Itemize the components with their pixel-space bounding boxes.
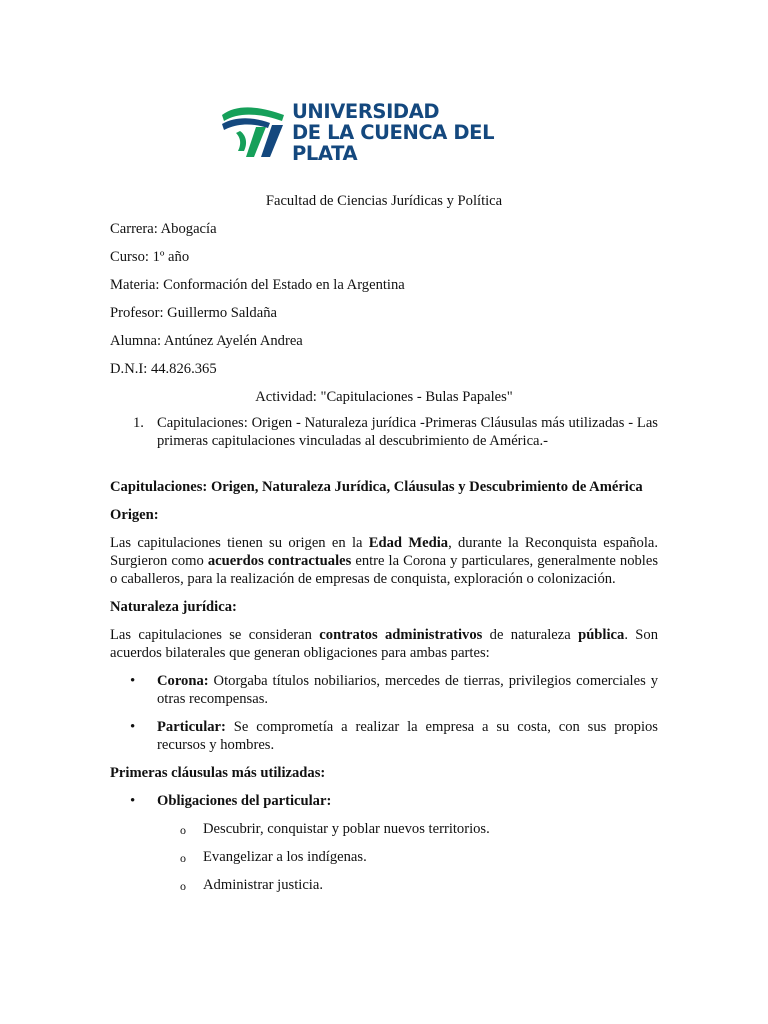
- obligations-colon: :: [326, 793, 332, 809]
- sub-bullet-marker: o: [180, 823, 186, 837]
- nature-text-2: de naturaleza: [482, 627, 579, 643]
- course-line: Curso: 1º año: [110, 249, 190, 265]
- nature-bold-2: pública: [578, 627, 625, 643]
- list-item: [110, 672, 658, 708]
- origin-text-3: entre la Corona y particulares, generalmente nobles o caballeros, para la realización de empresas de conquista, exploración o colonización.: [110, 553, 658, 587]
- subject-line: Materia: Conformación del Estado en la Argentina: [110, 277, 405, 293]
- origin-text-2: , durante la Reconquista española. Surgieron como: [110, 535, 658, 569]
- nature-text-3: . Son acuerdos bilaterales que generan obligaciones para ambas partes:: [110, 627, 659, 661]
- bullet-text: Otorgaba títulos nobiliarios, mercedes de tierras, privilegios comerciales y otras recompensas.: [157, 673, 658, 707]
- bullet-label: Particular:: [157, 719, 226, 735]
- origin-text-1: Las capitulaciones tienen su origen en la: [110, 535, 369, 551]
- sub-item-text: Administrar justicia.: [203, 877, 323, 893]
- origin-bold-1: Edad Media: [368, 535, 449, 551]
- clauses-bullet-list: [110, 792, 658, 810]
- document-content: [110, 192, 658, 894]
- university-logo: [220, 99, 550, 165]
- nature-text-1: Las capitulaciones se consideran: [110, 627, 320, 643]
- list-item: [110, 820, 658, 838]
- nature-paragraph: [110, 626, 658, 662]
- obligations-sublist: [110, 820, 658, 894]
- clauses-heading: Primeras cláusulas más utilizadas:: [110, 765, 326, 781]
- origin-heading: Origen:: [110, 507, 159, 523]
- sub-item-text: Descubrir, conquistar y poblar nuevos territorios.: [203, 821, 490, 837]
- sub-bullet-marker: o: [180, 851, 186, 865]
- task-text: Capitulaciones: Origen - Naturaleza jurídica -Primeras Cláusulas más utilizadas - Las primeras capitulaciones vinculadas al descubrimiento de América.-: [157, 415, 658, 449]
- sub-item-text: Evangelizar a los indígenas.: [203, 849, 367, 865]
- obligations-bullet-list: [110, 672, 658, 754]
- activity-title: Actividad: "Capitulaciones - Bulas Papales": [255, 389, 513, 405]
- faculty-name: Facultad de Ciencias Jurídicas y Política: [265, 193, 503, 209]
- nature-bold-1: contratos administrativos: [319, 627, 483, 643]
- task-item: [110, 414, 658, 450]
- logo-line-1: UNIVERSIDAD: [292, 99, 440, 123]
- main-heading: Capitulaciones: Origen, Naturaleza Jurídica, Cláusulas y Descubrimiento de América: [110, 479, 643, 495]
- university-emblem-icon: [220, 105, 286, 159]
- bullet-text: Se comprometía a realizar la empresa a su costa, con sus propios recursos y hombres.: [157, 719, 658, 753]
- list-item: [110, 848, 658, 866]
- task-number: 1.: [133, 415, 144, 431]
- list-item: [110, 792, 658, 810]
- origin-paragraph: [110, 534, 658, 588]
- sub-bullet-marker: o: [180, 879, 186, 893]
- task-list: [110, 414, 658, 450]
- nature-heading: Naturaleza jurídica:: [110, 599, 237, 615]
- list-item: [110, 876, 658, 894]
- logo-line-2: DE LA CUENCA DEL PLATA: [292, 120, 495, 165]
- list-item: [110, 718, 658, 754]
- obligations-label: Obligaciones del particular: [157, 793, 327, 809]
- professor-line: Profesor: Guillermo Saldaña: [110, 305, 277, 321]
- bullet-label: Corona:: [157, 673, 209, 689]
- student-line: Alumna: Antúnez Ayelén Andrea: [110, 333, 303, 349]
- career-line: Carrera: Abogacía: [110, 221, 217, 237]
- dni-line: D.N.I: 44.826.365: [110, 361, 217, 377]
- origin-bold-2: acuerdos contractuales: [207, 553, 352, 569]
